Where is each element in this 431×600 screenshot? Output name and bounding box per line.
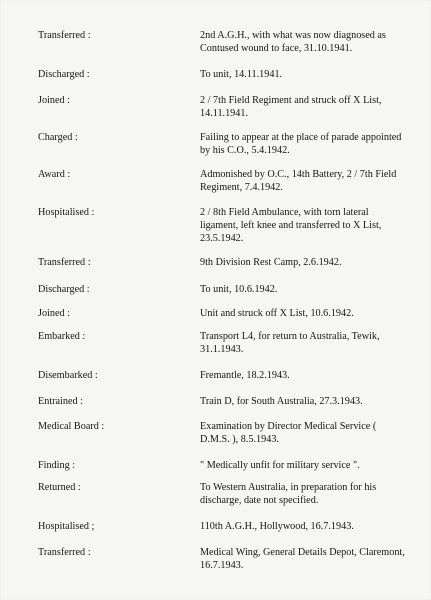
entry-text: 110th A.G.H., Hollywood, 16.7.1943.	[200, 521, 354, 532]
entry-label: Joined :	[38, 95, 70, 106]
entry-label: Joined :	[38, 308, 70, 319]
entry-text: " Medically unfit for military service ".	[200, 460, 360, 471]
entry-label: Embarked :	[38, 331, 86, 342]
entry-label: Hospitalised :	[38, 207, 95, 218]
entry-label: Transferred :	[38, 30, 91, 41]
entry-label: Entrained :	[38, 396, 83, 407]
entry-text: Train D, for South Australia, 27.3.1943.	[200, 396, 363, 407]
entry-text: 2 / 8th Field Ambulance, with torn lateral ligament, left knee and transferred to X List, 23.5.1942.	[200, 207, 382, 244]
entry-text: To unit, 10.6.1942.	[200, 284, 278, 295]
entry-label: Transferred :	[38, 257, 91, 268]
entry-label: Hospitalised ;	[38, 521, 95, 532]
entry-label: Transferred :	[38, 547, 91, 558]
entry-text: Admonished by O.C., 14th Battery, 2 / 7th Field Regiment, 7.4.1942.	[200, 169, 397, 193]
entry-label: Discharged :	[38, 284, 90, 295]
entry-label: Discharged :	[38, 69, 90, 80]
entry-text: Transport L4, for return to Australia, Tewik, 31.1.1943.	[200, 331, 380, 355]
entry-label: Finding :	[38, 460, 76, 471]
entry-text: Fremantle, 18.2.1943.	[200, 370, 290, 381]
entry-label: Charged :	[38, 132, 78, 143]
entry-label: Returned :	[38, 482, 81, 493]
entry-text: Failing to appear at the place of parade appointed by his C.O., 5.4.1942.	[200, 132, 402, 156]
entry-text: To Western Australia, in preparation for his discharge, date not specified.	[200, 482, 377, 506]
entry-text: 2nd A.G.H., with what was now diagnosed as Contused wound to face, 31.10.1941.	[200, 30, 386, 54]
entry-text: 9th Division Rest Camp, 2.6.1942.	[200, 257, 342, 268]
entry-label: Disembarked :	[38, 370, 98, 381]
entry-text: Unit and struck off X List, 10.6.1942.	[200, 308, 354, 319]
entry-text: Medical Wing, General Details Depot, Claremont, 16.7.1943.	[200, 547, 405, 571]
entry-label: Medical Board :	[38, 421, 105, 432]
entry-text: 2 / 7th Field Regiment and struck off X List, 14.11.1941.	[200, 95, 382, 119]
entry-text: To unit, 14.11.1941.	[200, 69, 283, 80]
entry-label: Award :	[38, 169, 71, 180]
entry-text: Examination by Director Medical Service ( D.M.S. ), 8.5.1943.	[200, 421, 377, 445]
